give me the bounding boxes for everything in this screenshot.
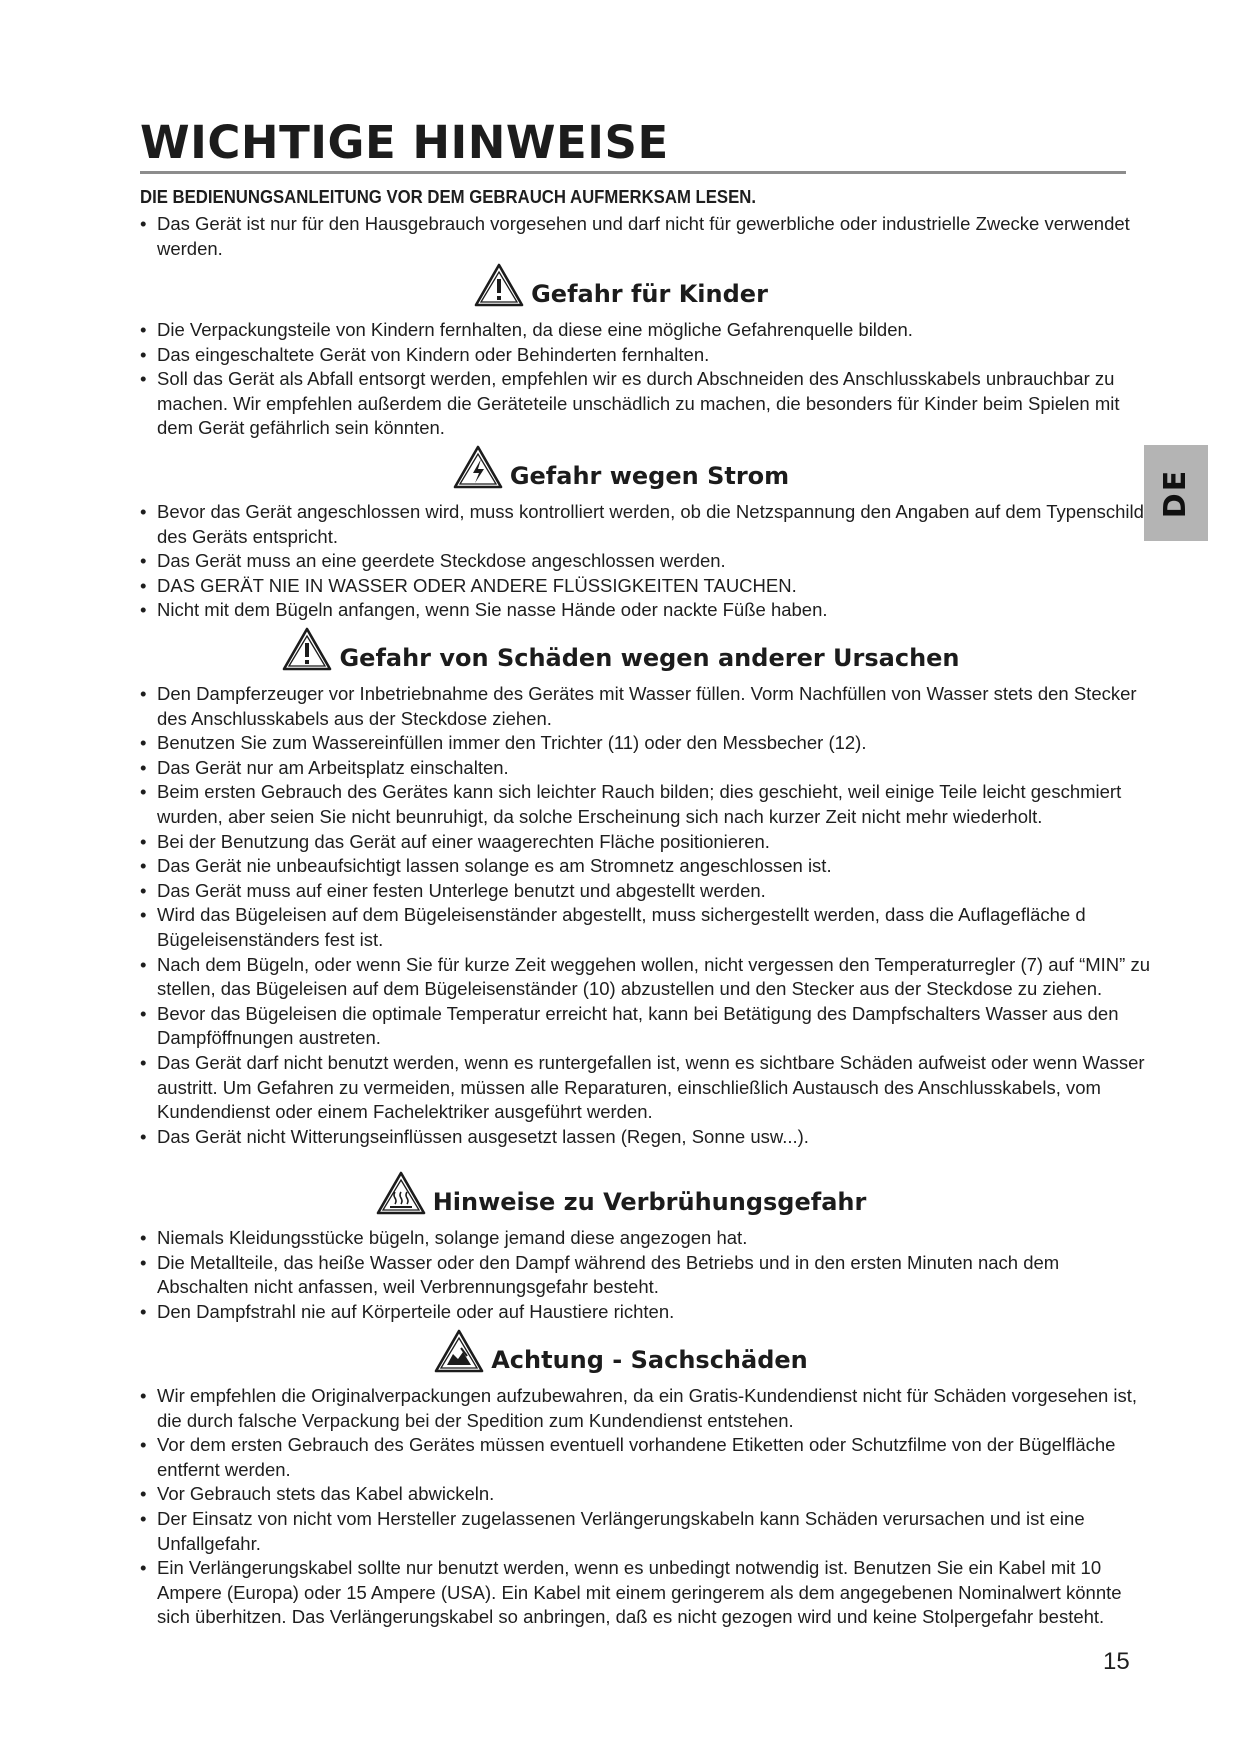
section-heading: Gefahr für Kinder (531, 280, 768, 308)
page-number: 15 (1103, 1648, 1130, 1675)
bullet-list (0, 1226, 1150, 1324)
list-item: • Die Verpackungsteile von Kindern fernhalten, da diese eine mögliche Gefahrenquelle bilden. (140, 318, 1150, 343)
list-item: • Der Einsatz von nicht vom Hersteller zugelassenen Verlängerungskabeln kann Schäden verursachen und ist eine Unfallgefahr. (140, 1507, 1150, 1556)
list-item: • Beim ersten Gebrauch des Gerätes kann sich leichter Rauch bilden; dies geschieht, weil einige Teile leicht geschmiert wurden, aber seien Sie nicht beunruhigt, da solche Erscheinung sich nach kurzer Zeit nicht mehr wiederholt. (140, 780, 1150, 829)
intro-heading: DIE BEDIENUNGSANLEITUNG VOR DEM GEBRAUCH AUFMERKSAM LESEN. (140, 187, 757, 207)
property-damage-icon (433, 1328, 485, 1374)
hot-surface-icon (375, 1170, 427, 1216)
list-item: • Nicht mit dem Bügeln anfangen, wenn Sie nasse Hände oder nackte Füße haben. (140, 598, 1150, 623)
section-scald-hazard (0, 1170, 1241, 1324)
list-item: • Ein Verlängerungskabel sollte nur benutzt werden, wenn es unbedingt notwendig ist. Benutzen Sie ein Kabel mit 10 Ampere (Europa) oder 15 Ampere (USA). Ein Kabel mit einem geringerem als dem angegebenen Nominalwert könnte sich überhitzen. Das Verlängerungskabel so anbringen, daß es nicht gezogen wird und keine Stolpergefahr besteht. (140, 1556, 1150, 1630)
section-heading: Gefahr von Schäden wegen anderer Ursachen (339, 644, 960, 672)
list-item: • Das Gerät muss auf einer festen Unterlege benutzt und abgestellt werden. (140, 879, 1150, 904)
bullet-list (0, 682, 1150, 1149)
list-item: • Den Dampfstrahl nie auf Körperteile oder auf Haustiere richten. (140, 1300, 1150, 1325)
section-property-damage (0, 1328, 1241, 1630)
bullet-list (0, 1384, 1150, 1630)
list-item: • Das Gerät nur am Arbeitsplatz einschalten. (140, 756, 1150, 781)
warning-exclamation-icon (473, 262, 525, 308)
warning-exclamation-icon (281, 626, 333, 672)
section-heading: Gefahr wegen Strom (509, 462, 790, 490)
list-item: • Bei der Benutzung das Gerät auf einer waagerechten Fläche positionieren. (140, 830, 1150, 855)
list-item: • Wird das Bügeleisen auf dem Bügeleisenständer abgestellt, muss sichergestellt werden, dass die Auflagefläche d Bügeleisenständers fest ist. (140, 903, 1150, 952)
language-tab-label: DE (1158, 468, 1194, 518)
bullet-list (0, 318, 1150, 441)
list-item: • Vor Gebrauch stets das Kabel abwickeln. (140, 1482, 1150, 1507)
electric-hazard-icon (452, 444, 504, 490)
list-item: • Benutzen Sie zum Wassereinfüllen immer den Trichter (11) oder den Messbecher (12). (140, 731, 1150, 756)
list-item: • Das Gerät nicht Witterungseinflüssen ausgesetzt lassen (Regen, Sonne usw...). (140, 1125, 1150, 1150)
section-children-hazard (0, 262, 1241, 441)
list-item: • Vor dem ersten Gebrauch des Gerätes müssen eventuell vorhandene Etiketten oder Schutzfilme von der Bügelfläche entfernt werden. (140, 1433, 1150, 1482)
section-heading-row (0, 626, 1241, 672)
section-heading-row (0, 1328, 1241, 1374)
title-divider (140, 171, 1126, 174)
section-heading: Hinweise zu Verbrühungsgefahr (432, 1188, 867, 1216)
list-item: • Den Dampferzeuger vor Inbetriebnahme des Gerätes mit Wasser füllen. Vorm Nachfüllen von Wasser stets den Stecker des Anschlusskabels aus der Steckdose ziehen. (140, 682, 1150, 731)
list-item: • Bevor das Gerät angeschlossen wird, muss kontrolliert werden, ob die Netzspannung den Angaben auf dem Typenschild des Geräts entspricht. (140, 500, 1150, 549)
list-item: • DAS GERÄT NIE IN WASSER ODER ANDERE FLÜSSIGKEITEN TAUCHEN. (140, 574, 1150, 599)
page-title: WICHTIGE HINWEISE (140, 116, 669, 169)
list-item: • Wir empfehlen die Originalverpackungen aufzubewahren, da ein Gratis-Kundendienst nicht für Schäden vorgesehen ist, die durch falsche Verpackung bei der Spedition zum Kundendienst entstehen. (140, 1384, 1150, 1433)
list-item: • Soll das Gerät als Abfall entsorgt werden, empfehlen wir es durch Abschneiden des Anschlusskabels unbrauchbar zu machen. Wir empfehlen außerdem die Geräteteile unschädlich zu machen, die besonders für Kinder beim Spielen mit dem Gerät gefährlich sein könnten. (140, 367, 1150, 441)
list-item: • Die Metallteile, das heiße Wasser oder den Dampf während des Betriebs und in den ersten Minuten nach dem Abschalten nicht anfassen, weil Verbrennungsgefahr besteht. (140, 1251, 1150, 1300)
list-item: • Nach dem Bügeln, oder wenn Sie für kurze Zeit weggehen wollen, nicht vergessen den Temperaturregler (7) auf “MIN” zu stellen, das Bügeleisen auf dem Bügeleisenständer (10) abzustellen und den Stecker aus der Steckdose zu ziehen. (140, 953, 1150, 1002)
list-item: • Das Gerät nie unbeaufsichtigt lassen solange es am Stromnetz angeschlossen ist. (140, 854, 1150, 879)
language-tab (1144, 445, 1208, 541)
section-heading-row (0, 262, 1241, 308)
list-item: • Bevor das Bügeleisen die optimale Temperatur erreicht hat, kann bei Betätigung des Dampfschalters Wasser aus den Dampföffnungen austreten. (140, 1002, 1150, 1051)
section-heading-row (0, 444, 1241, 490)
list-item: • Das Gerät muss an eine geerdete Steckdose angeschlossen werden. (140, 549, 1150, 574)
list-item: • Das eingeschaltete Gerät von Kindern oder Behinderten fernhalten. (140, 343, 1150, 368)
intro-bullet: • Das Gerät ist nur für den Hausgebrauch vorgesehen und darf nicht für gewerbliche oder industrielle Zwecke verwendet werden. (140, 212, 1157, 261)
bullet-list (0, 500, 1150, 623)
section-other-damage (0, 626, 1241, 1149)
list-item: • Niemals Kleidungsstücke bügeln, solange jemand diese angezogen hat. (140, 1226, 1150, 1251)
section-heading-row (0, 1170, 1241, 1216)
section-electric-hazard (0, 444, 1241, 623)
list-item: • Das Gerät darf nicht benutzt werden, wenn es runtergefallen ist, wenn es sichtbare Schäden aufweist oder wenn Wasser austritt. Um Gefahren zu vermeiden, müssen alle Reparaturen, einschließlich Austausch des Anschlusskabels, vom Kundendienst oder einem Fachelektriker ausgeführt werden. (140, 1051, 1150, 1125)
section-heading: Achtung - Sachschäden (491, 1346, 808, 1374)
